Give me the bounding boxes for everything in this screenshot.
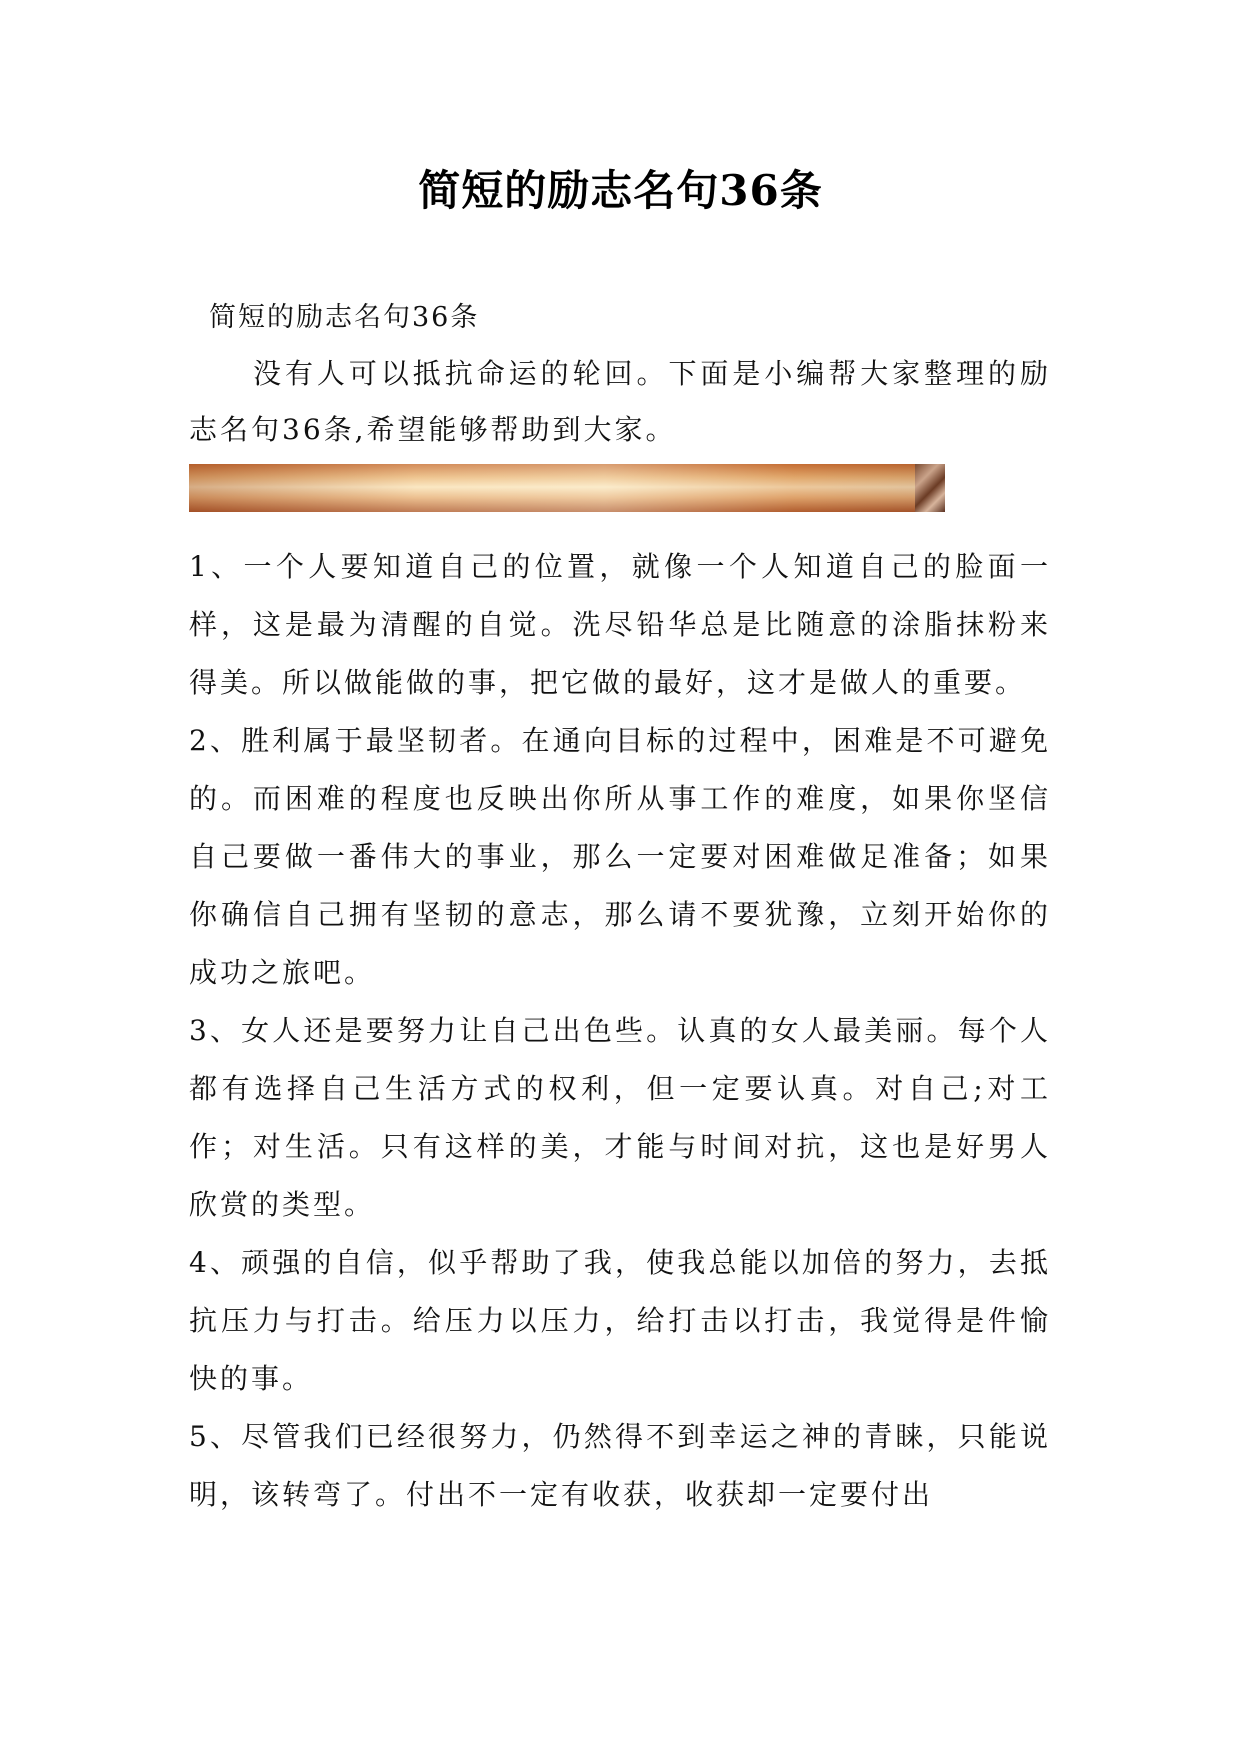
intro-paragraph: 没有人可以抵抗命运的轮回。下面是小编帮大家整理的励志名句36条,希望能够帮助到大家。 — [189, 357, 1051, 446]
banner-edge-texture — [915, 464, 945, 512]
quote-item-2: 2、胜利属于最坚韧者。在通向目标的过程中，困难是不可避免的。而困难的程度也反映出你所从事工作的难度，如果你坚信自己要做一番伟大的事业，那么一定要对困难做足准备；如果你确信自己拥有坚韧的意志，那么请不要犹豫，立刻开始你的成功之旅吧。 — [189, 724, 1051, 989]
document-body — [189, 290, 1051, 1524]
decorative-banner-image — [189, 464, 945, 512]
quote-item-4: 4、顽强的自信，似乎帮助了我，使我总能以加倍的努力，去抵抗压力与打击。给压力以压力，给打击以打击，我觉得是件愉快的事。 — [189, 1246, 1051, 1395]
quote-item-3: 3、女人还是要努力让自己出色些。认真的女人最美丽。每个人都有选择自己生活方式的权利，但一定要认真。对自己;对工作；对生活。只有这样的美，才能与时间对抗，这也是好男人欣赏的类型。 — [189, 1014, 1051, 1221]
quote-item-5: 5、尽管我们已经很努力，仍然得不到幸运之神的青睐，只能说明，该转弯了。付出不一定有收获，收获却一定要付出 — [189, 1420, 1051, 1511]
quote-item-1: 1、一个人要知道自己的位置，就像一个人知道自己的脸面一样，这是最为清醒的自觉。洗尽铅华总是比随意的涂脂抹粉来得美。所以做能做的事，把它做的最好，这才是做人的重要。 — [189, 550, 1051, 699]
page-title: 简短的励志名句36条 — [418, 166, 823, 215]
document-subtitle: 简短的励志名句36条 — [209, 302, 480, 333]
